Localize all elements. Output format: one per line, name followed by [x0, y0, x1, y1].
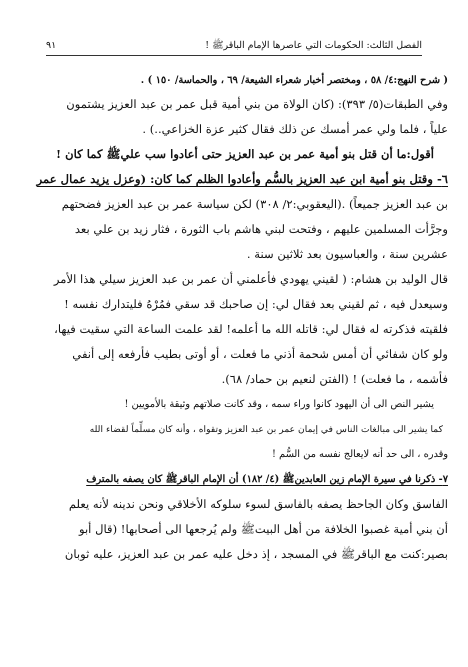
- text-line: يشير النص الى أن اليهود كانوا وراء سمه ، وقد كانت صلاتهم وثيقة بالأمويين !: [124, 399, 434, 410]
- quotation-line: فأشمه ، ما فعلت) ! (الفتن لنعيم بن حماد/ ٦٨).: [221, 372, 448, 386]
- text-line: عشرين سنة ، والعباسيون بعد ثلاثين سنة .: [246, 247, 448, 261]
- quotation-line: قال الوليد بن هشام: ( لقيني يهودي فأعلمني أن عمر بن عبد العزيز سيلي هذا الأمر: [53, 272, 448, 286]
- source-citation: ( شرح النهج:٤/ ٥٨ ، ومختصر أخبار شعراء الشيعة/ ٦٩ ، والحماسة/ ١٥٠ ) .: [140, 75, 448, 86]
- text-line: بصير:كنت مع الباقرﷺ في المسجد ، إذ دخل عليه عمر بن عبد العزيز، عليه ثوبان: [64, 547, 448, 561]
- quotation-line: وسيعدل فيه ، ثم لقيني بعد فقال لي: إن صاحبك قد سقي فمُرْهُ فليتدارك نفسه !: [64, 297, 448, 311]
- quotation-line: فلقيته فذكرته له فقال لي: قاتله الله ما أعلمه! لقد علمت الساعة التي سقيت فيها،: [54, 322, 448, 336]
- text-line: بن عبد العزيز جميعاً) .(اليعقوبي:٢/ ٣٠٨) لكن سياسة عمر بن عبد العزيز فضحتهم: [61, 197, 448, 211]
- text-line: علياً ، فلما ولي عمر أمسك عن ذلك فقال كثير عزة الخزاعي..) .: [142, 122, 448, 136]
- text-line: أن بني أمية غصبوا الخلافة من أهل البيتﷺ ولم يُرجعها الى أصحابها! (قال أبو: [78, 522, 448, 536]
- text-line: كما يشير الى مبالغات الناس في إيمان عمر بن عبد العزيز وتقواه ، وأنه كان مسلِّماً لقضاء الله: [89, 424, 443, 435]
- section-heading-6: ٦- وقتل بنو أمية ابن عبد العزيز بالسُّم وأعادوا الظلم كما كان: (وعزل يزيد عمال عمر: [36, 172, 448, 186]
- text-line: وجرَّأت المسلمين عليهم ، وفتحت لبني هاشم باب الثورة ، فثار زيد بن علي بعد: [74, 222, 448, 236]
- text-line: وقدره ، الى حد أنه لايعالج نفسه من السُّم !: [272, 449, 448, 460]
- running-title: الفصل الثالث: الحكومات التي عاصرها الإمام الباقرﷺ !: [205, 40, 422, 51]
- text-line: وفي الطبقات(٥/ ٣٩٣): (كان الولاة من بني أمية قبل عمر بن عبد العزيز يشتمون: [66, 97, 448, 111]
- text-line: الفاسق وكان الجاحظ يصفه بالفاسق لسوء سلوكه الأخلاقي ونحن ندينه لأنه يعلم: [68, 497, 448, 511]
- section-heading-7: ٧- ذكرنا في سيرة الإمام زين العابدينﷺ (٤/ ١٨٢) أن الإمام الباقرﷺ كان يصفه بالمترف: [86, 474, 448, 485]
- author-comment: أقول:ما أن قتل بنو أمية عمر بن عبد العزيز حتى أعادوا سب عليﷺ كما كان !: [55, 147, 434, 161]
- page-number: ٩١: [46, 40, 57, 51]
- quotation-line: ولو كان شفائي أن أمس شحمة أذني ما فعلت ، أو أوتى بطيب فأرفعه إلى أنفي: [72, 347, 448, 361]
- page-body: [20, 70, 448, 567]
- running-header: [46, 40, 422, 56]
